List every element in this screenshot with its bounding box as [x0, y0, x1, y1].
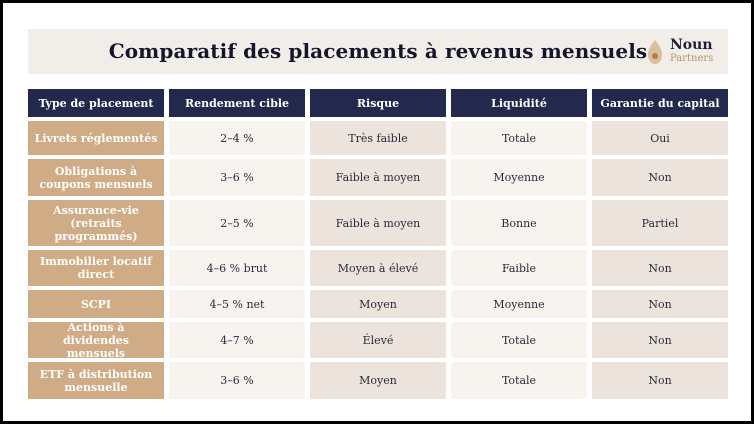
row-label: Assurance-vie (retraits programmés) [28, 200, 164, 246]
header-liquidite: Liquidité [451, 89, 587, 117]
cell-risque: Moyen [310, 290, 446, 318]
cell-garantie: Non [592, 250, 728, 286]
cell-liquidite: Faible [451, 250, 587, 286]
cell-garantie: Oui [592, 121, 728, 155]
header-type: Type de placement [28, 89, 164, 117]
row-label: Obligations à coupons mensuels [28, 159, 164, 196]
header-risque: Risque [310, 89, 446, 117]
cell-garantie: Non [592, 322, 728, 358]
row-label: SCPI [28, 290, 164, 318]
cell-liquidite: Moyenne [451, 159, 587, 196]
cell-rendement: 2–5 % [169, 200, 305, 246]
slide [3, 3, 751, 421]
header-garantie: Garantie du capital [592, 89, 728, 117]
cell-rendement: 2–4 % [169, 121, 305, 155]
cell-liquidite: Totale [451, 121, 587, 155]
cell-liquidite: Moyenne [451, 290, 587, 318]
row-label: ETF à distribution mensuelle [28, 362, 164, 399]
cell-garantie: Non [592, 362, 728, 399]
comparison-table [28, 89, 728, 399]
cell-risque: Élevé [310, 322, 446, 358]
cell-risque: Moyen à élevé [310, 250, 446, 286]
cell-liquidite: Totale [451, 322, 587, 358]
logo-mark-icon [646, 39, 664, 65]
cell-risque: Très faible [310, 121, 446, 155]
cell-rendement: 4–6 % brut [169, 250, 305, 286]
header-rendement: Rendement cible [169, 89, 305, 117]
row-label: Livrets réglementés [28, 121, 164, 155]
cell-garantie: Partiel [592, 200, 728, 246]
logo-text-main: Noun [670, 37, 713, 53]
page-title: Comparatif des placements à revenus mensuels [108, 39, 648, 63]
row-label: Immobilier locatif direct [28, 250, 164, 286]
row-label: Actions à dividendes mensuels [28, 322, 164, 358]
cell-risque: Faible à moyen [310, 159, 446, 196]
cell-risque: Faible à moyen [310, 200, 446, 246]
cell-rendement: 4–7 % [169, 322, 305, 358]
cell-rendement: 3–6 % [169, 159, 305, 196]
logo-text-sub: Partners [670, 53, 714, 64]
cell-garantie: Non [592, 290, 728, 318]
cell-rendement: 4–5 % net [169, 290, 305, 318]
cell-liquidite: Totale [451, 362, 587, 399]
cell-rendement: 3–6 % [169, 362, 305, 399]
title-bar [28, 29, 728, 74]
cell-liquidite: Bonne [451, 200, 587, 246]
cell-garantie: Non [592, 159, 728, 196]
cell-risque: Moyen [310, 362, 446, 399]
logo [646, 37, 716, 67]
